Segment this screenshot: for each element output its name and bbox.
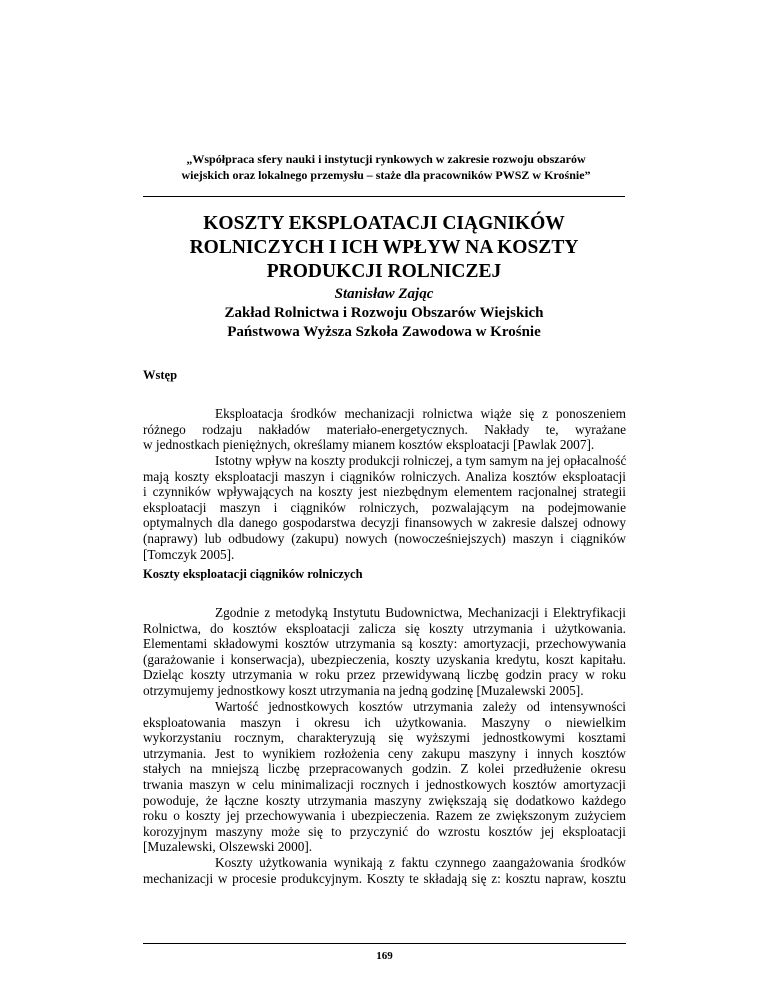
text-line: mechanizacji w procesie produkcyjnym. Koszty te składają się z: kosztu napraw, kosztu bbox=[143, 870, 626, 886]
footer-divider bbox=[143, 943, 626, 944]
author-affiliation: Zakład Rolnictwa i Rozwoju Obszarów Wiejskich bbox=[224, 305, 544, 321]
text-line: Zgodnie z metodyką Instytutu Budownictwa, Mechanizacji i Elektryfikacji bbox=[215, 605, 626, 620]
author-name: Stanisław Zając bbox=[334, 286, 434, 302]
text-line: powoduje, że łączne koszty utrzymania maszyny zwiększają się dodatkowo każdego bbox=[143, 792, 626, 808]
paragraph-costs-2 bbox=[143, 699, 626, 855]
text-line: wykorzystaniu rocznym, charakteryzują się wyższymi jednostkowymi kosztami bbox=[143, 730, 626, 746]
text-line: stałych na mniejszą liczbę przepracowanych godzin. Z kolei przedłużenie okresu bbox=[143, 761, 626, 777]
section-heading-costs: Koszty eksploatacji ciągników rolniczych bbox=[143, 567, 363, 581]
project-header-line: wiejskich oraz lokalnego przemysłu – staże dla pracowników PWSZ w Krośnie” bbox=[181, 168, 591, 182]
text-line: Dzieląc koszty utrzymania w roku przez przewidywaną liczbę godzin pracy w roku bbox=[143, 667, 626, 683]
text-line: Koszty użytkowania wynikają z faktu czynnego zaangażowania środków bbox=[215, 855, 626, 870]
text-line: roku o koszty jej przechowywania i ubezpieczenia. Razem ze zwiększonym zużyciem bbox=[143, 808, 626, 824]
text-line: mają koszty eksploatacji maszyn i ciągników rolniczych. Analiza kosztów eksploatacji bbox=[143, 468, 626, 484]
project-header-line: „Współpraca sfery nauki i instytucji rynkowych w zakresie rozwoju obszarów bbox=[186, 152, 586, 166]
paragraph-intro-1 bbox=[143, 406, 626, 453]
text-line: eksploatowania maszyn i okresu ich użytkowania. Maszyny o niewielkim bbox=[143, 714, 626, 730]
text-line: [Tomczyk 2005]. bbox=[143, 546, 235, 562]
author-block bbox=[143, 285, 625, 342]
text-line: korozyjnym maszyny może się to przyczynić do wzrostu kosztów jej eksploatacji bbox=[143, 823, 626, 839]
text-line: [Muzalewski, Olszewski 2000]. bbox=[143, 839, 313, 855]
text-line: i czynników wpływających na koszty jest niezbędnym elementem racjonalnej strategii bbox=[143, 484, 626, 500]
paragraph-costs-1 bbox=[143, 605, 626, 699]
text-line: w jednostkach pieniężnych, określamy mianem kosztów eksploatacji [Pawlak 2007]. bbox=[143, 437, 595, 453]
paper-title-line: ROLNICZYCH I ICH WPŁYW NA KOSZTY bbox=[189, 237, 579, 258]
header-divider bbox=[143, 196, 625, 197]
text-line: Istotny wpływ na koszty produkcji rolniczej, a tym samym na jej opłacalność bbox=[215, 453, 627, 468]
text-line: otrzymujemy jednostkowy koszt utrzymania na jedną godzinę [Muzalewski 2005]. bbox=[143, 682, 584, 698]
text-line: (naprawy) lub odbudowy (zakupu) nowych (nowocześniejszych) maszyn i ciągników bbox=[143, 530, 626, 546]
text-line: Eksploatacja środków mechanizacji rolnictwa wiąże się z ponoszeniem bbox=[215, 406, 626, 421]
text-line: eksploatacji maszyn i ciągników rolniczych, pozwalającym na podejmowanie bbox=[143, 499, 626, 515]
text-line: utrzymania. Jest to wynikiem rozłożenia ceny zakupu maszyny i innych kosztów bbox=[143, 745, 626, 761]
text-line: Elementami składowymi kosztów utrzymania są koszty: amortyzacji, przechowywania bbox=[143, 636, 626, 652]
paper-title bbox=[143, 212, 625, 284]
text-line: Rolnictwa, do kosztów eksploatacji zalicza się koszty utrzymania i użytkowania. bbox=[143, 620, 626, 636]
page-number: 169 bbox=[376, 950, 393, 962]
paragraph-costs-3 bbox=[143, 855, 626, 886]
text-line: (garażowanie i konserwacja), ubezpieczenia, koszty uzyskania kredytu, koszt kapitału. bbox=[143, 651, 626, 667]
text-line: trwania maszyn w celu minimalizacji rocznych i jednostkowych kosztów amortyzacji bbox=[143, 776, 626, 792]
author-institution: Państwowa Wyższa Szkoła Zawodowa w Krośnie bbox=[227, 324, 541, 340]
project-header bbox=[150, 151, 622, 183]
paper-title-line: PRODUKCJI ROLNICZEJ bbox=[266, 261, 502, 282]
text-line: optymalnych dla danego gospodarstwa decyzji finansowych w zakresie dalszej odnowy bbox=[143, 515, 626, 531]
section-heading-intro: Wstęp bbox=[143, 368, 178, 382]
paper-title-line: KOSZTY EKSPLOATACJI CIĄGNIKÓW bbox=[203, 213, 565, 234]
text-line: Wartość jednostkowych kosztów utrzymania zależy od intensywności bbox=[215, 699, 626, 714]
paragraph-intro-2 bbox=[143, 453, 626, 562]
text-line: różnego rodzaju nakładów materiało-energetycznych. Nakłady te, wyrażane bbox=[143, 421, 626, 437]
